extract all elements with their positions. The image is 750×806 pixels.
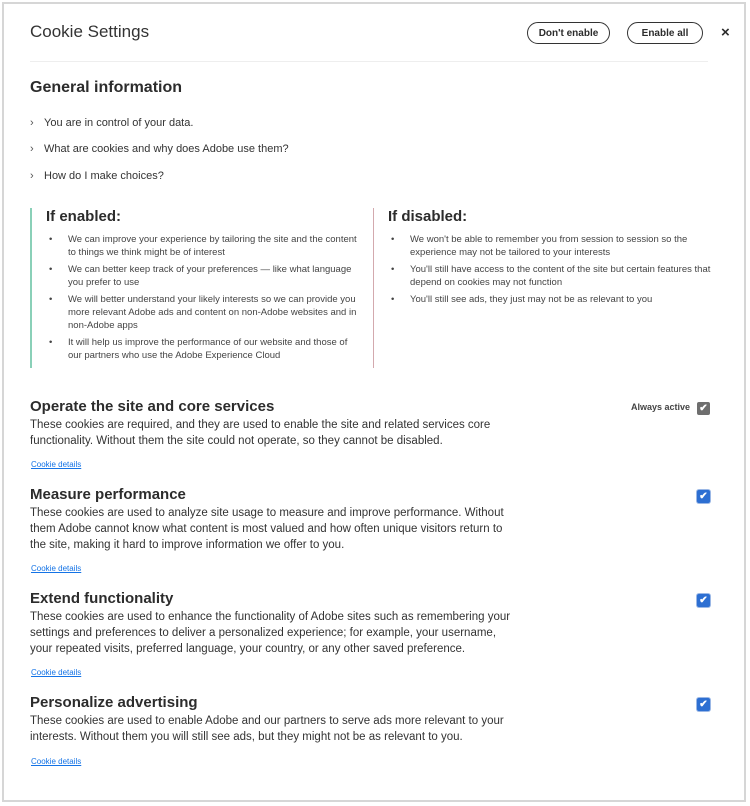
list-item: • We can better keep track of your preferences — like what language you prefer to use	[46, 263, 360, 289]
measure-performance-checkbox[interactable]: ✔	[697, 490, 710, 503]
accordion-label: How do I make choices?	[44, 170, 164, 182]
section-measure	[30, 486, 710, 576]
if-disabled-panel	[373, 208, 713, 368]
cookie-details-link[interactable]: Cookie details	[31, 757, 82, 766]
accordion-item[interactable]	[30, 117, 193, 129]
dont-enable-button[interactable]: Don't enable	[527, 22, 610, 44]
section-description: These cookies are used to enhance the functionality of Adobe sites such as remembering your settings and preferences to deliver a personalized experience; for example, your username, your repeated visits, preferred language, your country, or any other saved preference.	[30, 611, 511, 655]
dialog-title: Cookie Settings	[30, 22, 150, 41]
always-active-checkbox: ✔	[697, 402, 710, 415]
if-enabled-heading: If enabled:	[46, 208, 122, 225]
list-item: • We won't be able to remember you from session to session so the experience may not be tailored to your interests	[388, 233, 713, 259]
cookie-details-link[interactable]: Cookie details	[31, 460, 82, 469]
list-item: • You'll still have access to the content of the site but certain features that depend on cookies may not function	[388, 263, 713, 289]
list-item: • It will help us improve the performance of our website and those of our partners who use the Adobe Experience Cloud	[46, 336, 360, 362]
section-description: These cookies are used to analyze site usage to measure and improve performance. Without them Adobe cannot know what content is most valued and how often unique visitors return to the site, making it hard to improve information we offer to you.	[30, 507, 504, 551]
section-operate	[30, 398, 710, 473]
section-personalize	[30, 694, 710, 769]
list-item: • You'll still see ads, they just may not be as relevant to you	[388, 293, 713, 306]
close-icon[interactable]: ×	[721, 24, 730, 41]
personalize-advertising-checkbox[interactable]: ✔	[697, 698, 710, 711]
extend-functionality-checkbox[interactable]: ✔	[697, 594, 710, 607]
accordion-item[interactable]	[30, 143, 289, 155]
enable-all-button[interactable]: Enable all	[627, 22, 703, 44]
accordion-item[interactable]	[30, 170, 164, 182]
accordion-label: You are in control of your data.	[44, 117, 194, 129]
if-disabled-heading: If disabled:	[388, 208, 468, 225]
cookie-details-link[interactable]: Cookie details	[31, 564, 82, 573]
list-item: • We can improve your experience by tailoring the site and the content to things we think might be of interest	[46, 233, 360, 259]
section-title: Extend functionality	[30, 590, 174, 607]
section-extend	[30, 590, 710, 680]
if-enabled-panel	[30, 208, 360, 368]
chevron-right-icon: ›	[30, 117, 34, 129]
section-title: Operate the site and core services	[30, 398, 275, 415]
divider	[30, 61, 708, 62]
chevron-right-icon: ›	[30, 170, 34, 182]
accordion-label: What are cookies and why does Adobe use them?	[44, 143, 289, 155]
list-item: • We will better understand your likely interests so we can provide you more relevant Adobe ads and content on non-Adobe websites and in non-Adobe apps	[46, 293, 360, 332]
always-active-label: Always active	[630, 402, 690, 412]
cookie-details-link[interactable]: Cookie details	[31, 668, 82, 677]
section-title: Personalize advertising	[30, 694, 198, 711]
section-title: Measure performance	[30, 486, 186, 503]
chevron-right-icon: ›	[30, 143, 34, 155]
section-description: These cookies are used to enable Adobe and our partners to serve ads more relevant to your interests. Without them you will still see ads, but they might not be as relevant to you.	[30, 715, 504, 743]
general-info-heading: General information	[30, 79, 183, 96]
section-description: These cookies are required, and they are used to enable the site and related services core functionality. Without them the site could not operate, so they cannot be disabled.	[30, 419, 491, 447]
